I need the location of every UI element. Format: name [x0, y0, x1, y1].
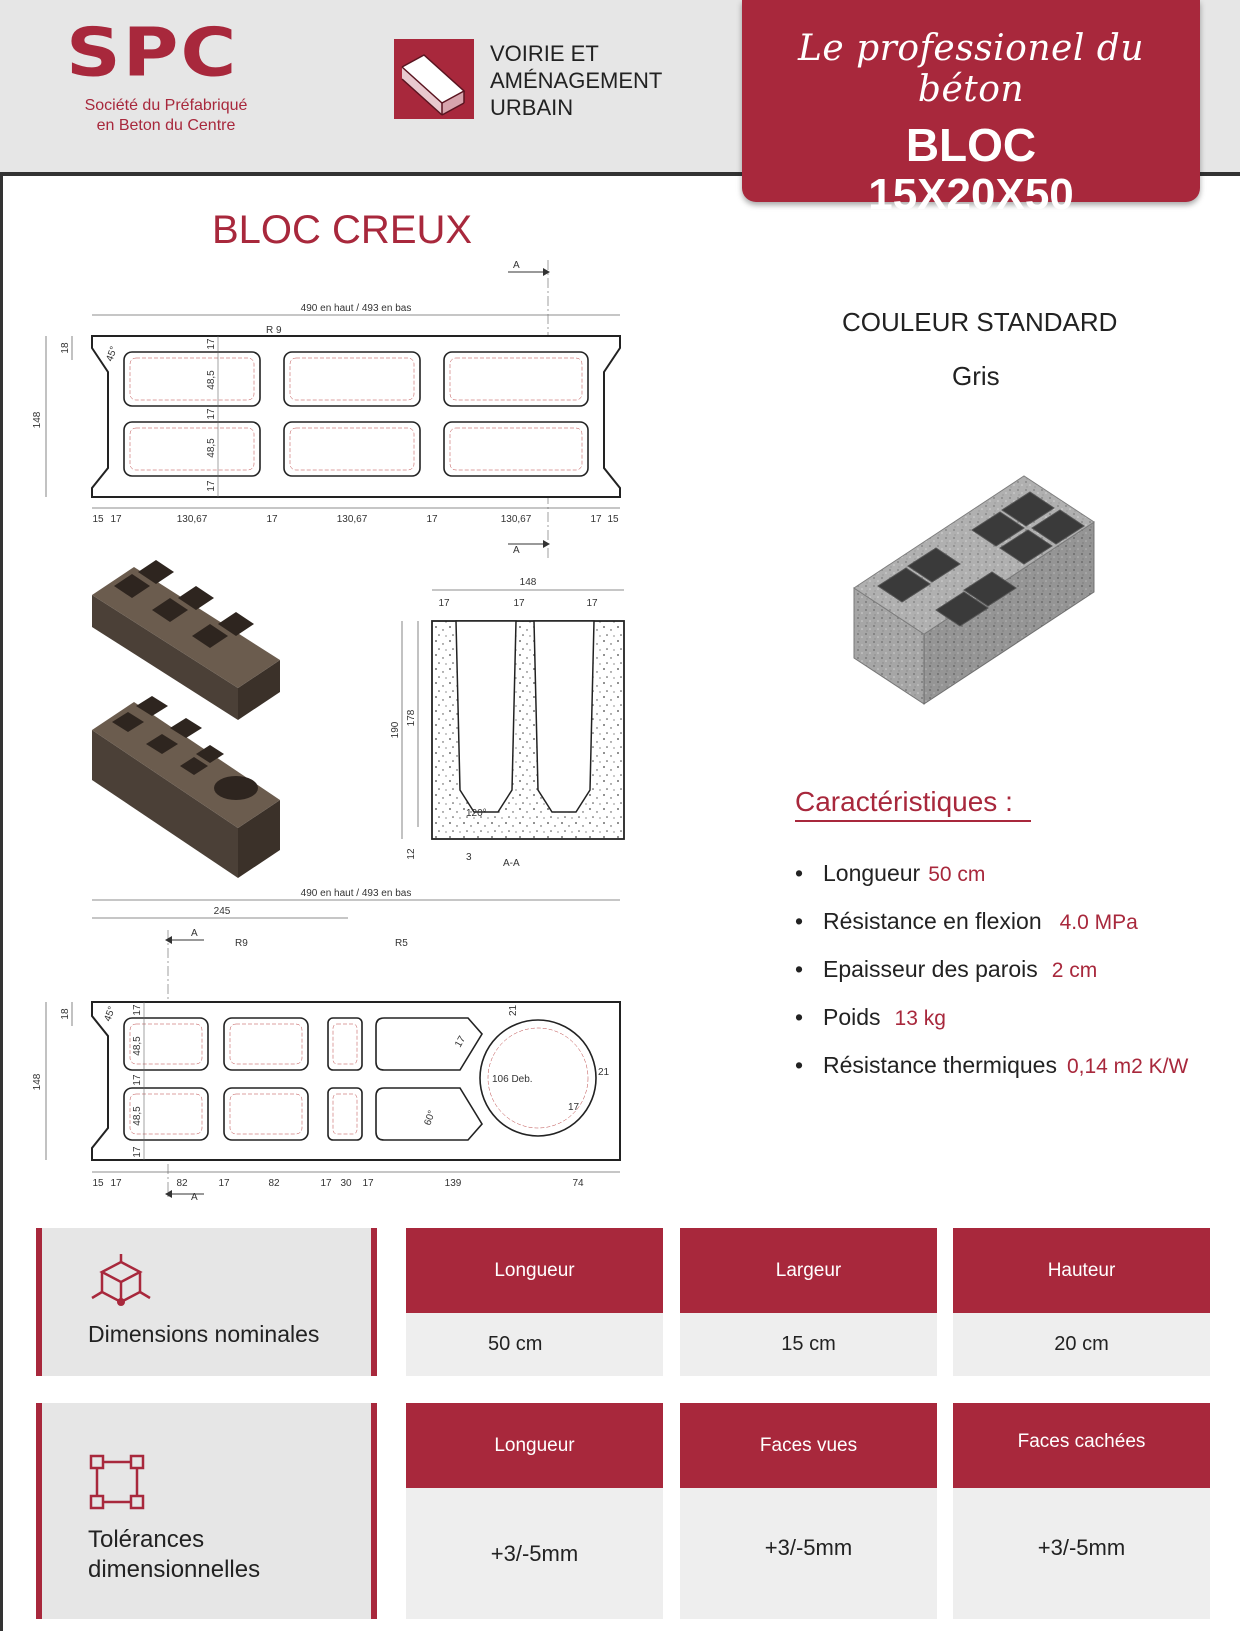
- section-top-dim-1: 17: [513, 598, 525, 609]
- block-render-top: [92, 560, 280, 720]
- bottom-d17b: 17: [568, 1102, 580, 1113]
- dimension-col-height: [953, 1228, 1210, 1376]
- characteristics-list: [795, 860, 1188, 1100]
- top-b-dim-0: 15: [92, 514, 104, 525]
- left-rule: [0, 176, 3, 1631]
- bottom-v-dim-3: 48,5: [132, 1106, 143, 1126]
- top-b-dim-1: 17: [110, 514, 122, 525]
- top-angle-label: 45°: [104, 345, 120, 364]
- slogan: Le professionel du béton: [797, 28, 1145, 110]
- bottom-v-dim-1: 48,5: [132, 1036, 143, 1056]
- top-b-dim-7: 17: [590, 514, 602, 525]
- product-size: 15X20X50: [868, 170, 1074, 219]
- spec-label: Epaisseur des parois: [823, 956, 1038, 982]
- top-radius-label: R 9: [266, 325, 282, 336]
- top-v-dim-0: 17: [206, 338, 217, 350]
- bottom-v-dim-2: 17: [132, 1074, 143, 1086]
- tolerance-col-length: [406, 1403, 663, 1619]
- bottom-left-h2: 148: [32, 1073, 43, 1091]
- tolerance-col-visible-faces: [680, 1403, 937, 1619]
- top-left-h1: 18: [60, 342, 71, 354]
- section-angle: 120°: [466, 808, 487, 819]
- logo-subtitle-line2: en Beton du Centre: [96, 117, 236, 134]
- concrete-block-photo-icon: [848, 440, 1104, 710]
- list-item: [795, 1004, 1188, 1052]
- top-b-dim-8: 15: [607, 514, 619, 525]
- bottom-v-dim-4: 17: [132, 1146, 143, 1158]
- section-width: 148: [519, 577, 537, 588]
- table-cell: +3/-5mm: [953, 1488, 1210, 1619]
- tolerances-label-line2: dimensionnelles: [88, 1556, 261, 1583]
- bottom-d21a: 21: [508, 1004, 519, 1016]
- table-cell: 20 cm: [953, 1313, 1210, 1376]
- dimension-col-length: [406, 1228, 663, 1376]
- section-top-dim-2: 17: [586, 598, 598, 609]
- top-b-dim-4: 130,67: [336, 514, 368, 525]
- standard-color-title: COULEUR STANDARD: [842, 307, 1118, 337]
- list-item: [795, 956, 1188, 1004]
- section-height1: 190: [390, 721, 401, 739]
- spec-label: Longueur: [823, 860, 921, 886]
- tolerance-col-hidden-faces: [953, 1403, 1210, 1619]
- company-logo: [66, 13, 276, 136]
- bottom-section-mark: A: [191, 928, 198, 939]
- dimensions-panel: [36, 1228, 377, 1376]
- bottom-r5: R5: [395, 938, 408, 949]
- category-line2: AMÉNAGEMENT: [490, 68, 663, 93]
- bottom-angle45: 45°: [102, 1005, 118, 1024]
- bottom-left-h1: 18: [60, 1008, 71, 1020]
- bounding-box-icon: [88, 1453, 146, 1516]
- bottom-plan-view: [32, 888, 620, 1203]
- kerb-block-icon: [394, 39, 474, 119]
- table-header: Largeur: [680, 1228, 937, 1313]
- technical-drawings: [28, 260, 648, 1210]
- bottom-b-dim-5: 17: [320, 1178, 332, 1189]
- list-item: [795, 908, 1188, 956]
- category-label: [490, 40, 662, 121]
- bottom-v-dim-0: 17: [132, 1004, 143, 1016]
- product-ribbon: [742, 0, 1200, 219]
- cube-axes-icon: [88, 1252, 154, 1315]
- bottom-d245: 245: [213, 906, 231, 917]
- table-header: Faces cachées: [953, 1403, 1210, 1488]
- bottom-b-dim-0: 15: [92, 1178, 104, 1189]
- bottom-b-dim-4: 82: [268, 1178, 280, 1189]
- block-render-bottom: [92, 696, 280, 878]
- bottom-section-mark-low: A: [191, 1192, 198, 1203]
- top-left-h2: 148: [32, 411, 43, 429]
- table-header: Faces vues: [680, 1403, 937, 1488]
- bottom-overall-dim: 490 en haut / 493 en bas: [300, 888, 412, 899]
- logo-mark: SPC: [66, 13, 239, 92]
- spec-label: Résistance thermiques: [823, 1052, 1057, 1078]
- bottom-b-dim-3: 17: [218, 1178, 230, 1189]
- top-v-dim-1: 48,5: [206, 370, 217, 390]
- dimension-col-width: [680, 1228, 937, 1376]
- section-bottom: 12: [406, 848, 417, 860]
- top-overall-dim: 490 en haut / 493 en bas: [300, 303, 412, 314]
- top-v-dim-4: 17: [206, 480, 217, 492]
- bottom-b-dim-1: 17: [110, 1178, 122, 1189]
- bottom-b-dim-6: 30: [340, 1178, 352, 1189]
- spec-value: 13 kg: [894, 1007, 946, 1030]
- top-b-dim-2: 130,67: [176, 514, 208, 525]
- table-header: Hauteur: [953, 1228, 1210, 1313]
- section-title: BLOC CREUX: [212, 208, 473, 252]
- top-v-dim-3: 48,5: [206, 438, 217, 458]
- top-plan-view: [32, 260, 620, 560]
- spec-value: 0,14 m2 K/W: [1066, 1055, 1189, 1078]
- bottom-b-dim-2: 82: [176, 1178, 188, 1189]
- category-line3: URBAIN: [490, 95, 574, 120]
- section-aa-view: [390, 577, 624, 869]
- bottom-d21b: 21: [598, 1067, 610, 1078]
- list-item: [795, 860, 1188, 908]
- spec-value: 50 cm: [928, 863, 986, 886]
- section-height2: 178: [406, 709, 417, 727]
- table-header: Longueur: [406, 1228, 663, 1313]
- logo-subtitle-line1: Société du Préfabriqué: [84, 97, 248, 114]
- bottom-b-dim-8: 139: [444, 1178, 462, 1189]
- category-line1: VOIRIE ET: [490, 41, 599, 66]
- top-section-mark: A: [513, 260, 520, 271]
- bottom-b-dim-9: 74: [572, 1178, 584, 1189]
- spec-label: Poids: [823, 1004, 881, 1030]
- tolerances-label: [88, 1525, 260, 1585]
- table-header: Longueur: [406, 1403, 663, 1488]
- table-cell: 50 cm: [406, 1313, 663, 1376]
- table-cell: +3/-5mm: [406, 1488, 663, 1619]
- spec-value: 2 cm: [1051, 959, 1098, 982]
- table-cell: 15 cm: [680, 1313, 937, 1376]
- top-section-mark-bottom: A: [513, 545, 520, 556]
- standard-color-value: Gris: [952, 361, 1000, 391]
- logo-subtitle: [66, 96, 266, 136]
- dimensions-label: Dimensions nominales: [88, 1321, 320, 1347]
- top-b-dim-5: 17: [426, 514, 438, 525]
- bottom-d17a: 17: [453, 1034, 469, 1050]
- circle-diameter: 106 Deb.: [492, 1074, 533, 1085]
- top-b-dim-3: 17: [266, 514, 278, 525]
- list-item: [795, 1052, 1188, 1100]
- section-label: A-A: [503, 858, 520, 869]
- bottom-b-dim-7: 17: [362, 1178, 374, 1189]
- bottom-angle60: 60°: [422, 1109, 438, 1128]
- top-v-dim-2: 17: [206, 408, 217, 420]
- spec-label: Résistance en flexion: [823, 908, 1042, 934]
- table-cell: +3/-5mm: [680, 1488, 937, 1619]
- section-top-dim-0: 17: [438, 598, 450, 609]
- tolerances-label-line1: Tolérances: [88, 1526, 205, 1553]
- top-b-dim-6: 130,67: [500, 514, 532, 525]
- bottom-r9: R9: [235, 938, 248, 949]
- characteristics-title: Caractéristiques :: [795, 786, 1031, 822]
- section-offset: 3: [466, 852, 472, 863]
- tolerances-panel: [36, 1403, 377, 1619]
- spec-value: 4.0 MPa: [1059, 911, 1138, 934]
- product-name: BLOC: [905, 119, 1037, 171]
